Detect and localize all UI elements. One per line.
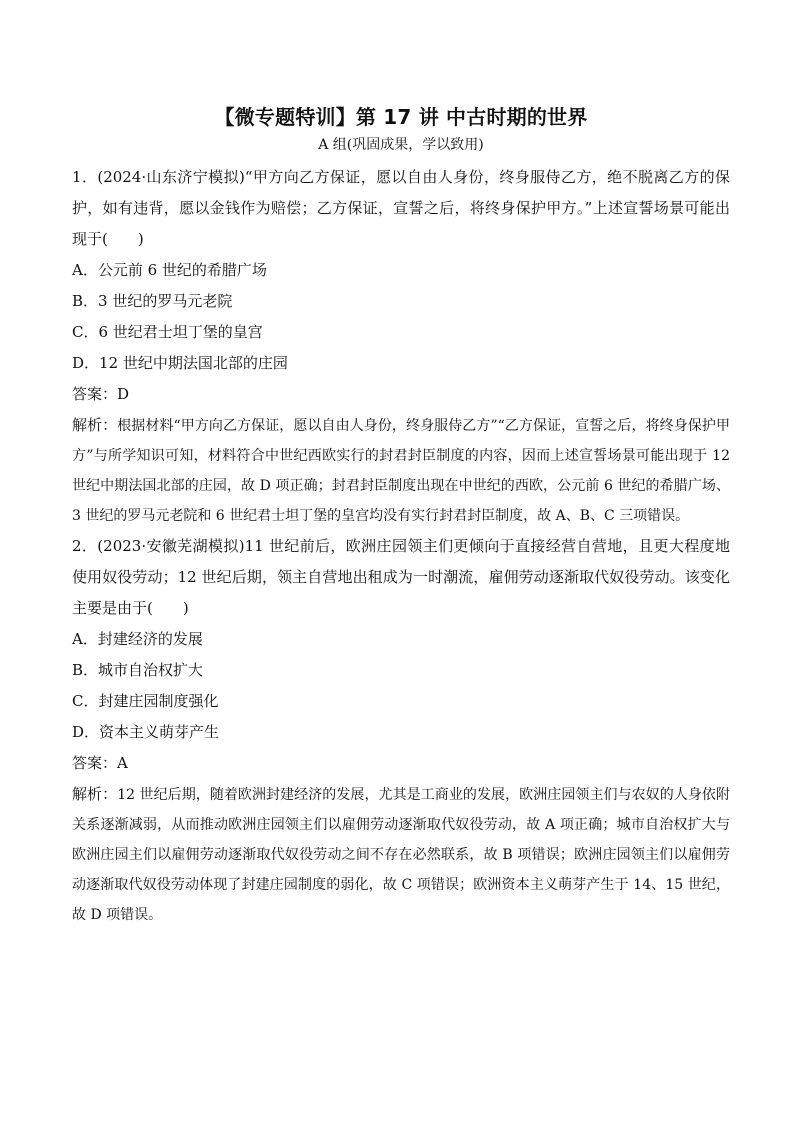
analysis-paragraph (72, 779, 730, 930)
question-stem: 1．(2024·山东济宁模拟)“甲方向乙方保证，愿以自由人身份，终身服侍乙方，绝不脱离乙方的保护，如有违背，愿以金钱作为赔偿；乙方保证，宣誓之后，将终身保护甲方。”上述宣誓场景可能出现于( ) (72, 168, 730, 248)
option-b: B．3 世纪的罗马元老院 (72, 292, 233, 310)
analysis-paragraph (72, 410, 730, 531)
option-c: C．封建庄园制度强化 (72, 692, 219, 710)
option-d: D．12 世纪中期法国北部的庄园 (72, 354, 288, 372)
analysis-text: 12 世纪后期，随着欧洲封建经济的发展，尤其是工商业的发展，欧洲庄园领主们与农奴的人身依附关系逐渐减弱，从而推动欧洲庄园领主们以雇佣劳动逐渐取代奴役劳动，故 A 项正确；城市自治权扩大与欧洲庄园主们以雇佣劳动逐渐取代奴役劳动之间不存在必然联系，故 B 项错误；欧洲庄园领主们以雇佣劳动逐渐取代奴役劳动体现了封建庄园制度的弱化，故 C 项错误；欧洲资本主义萌芽产生于 14、15 世纪，故 D 项错误。 (72, 787, 730, 923)
analysis-text: 根据材料“甲方向乙方保证，愿以自由人身份，终身服侍乙方”“乙方保证，宣誓之后，将终身保护甲方”与所学知识可知，材料符合中世纪西欧实行的封君封臣制度的内容，因而上述宣誓场景可能出现于 12 世纪中期法国北部的庄园，故 D 项正确；封君封臣制度出现在中世纪的西欧，公元前 6 世纪的希腊广场、3 世纪的罗马元老院和 6 世纪君士坦丁堡的皇宫均没有实行封君封臣制度，故 A、B、C 三项错误。 (72, 418, 730, 524)
answer-line: 答案：D (72, 385, 130, 403)
answer-line: 答案：A (72, 754, 128, 772)
option-c: C．6 世纪君士坦丁堡的皇宫 (72, 323, 263, 341)
option-a: A．公元前 6 世纪的希腊广场 (72, 261, 267, 279)
section-subtitle: A 组(巩固成果，学以致用) (318, 137, 484, 153)
option-d: D．资本主义萌芽产生 (72, 723, 220, 741)
page-title: 【微专题特训】第 17 讲 中古时期的世界 (214, 105, 588, 129)
question-2 (72, 531, 730, 930)
option-a: A．封建经济的发展 (72, 630, 203, 648)
question-1 (72, 162, 730, 531)
analysis-label: 解析： (72, 416, 118, 434)
option-b: B．城市自治权扩大 (72, 661, 204, 679)
analysis-label: 解析： (72, 785, 118, 803)
question-stem: 2．(2023·安徽芜湖模拟)11 世纪前后，欧洲庄园领主们更倾向于直接经营自营地，且更大程度地使用奴役劳动；12 世纪后期，领主自营地出租成为一时潮流，雇佣劳动逐渐取代奴役劳动。该变化主要是由于( ) (72, 537, 730, 617)
